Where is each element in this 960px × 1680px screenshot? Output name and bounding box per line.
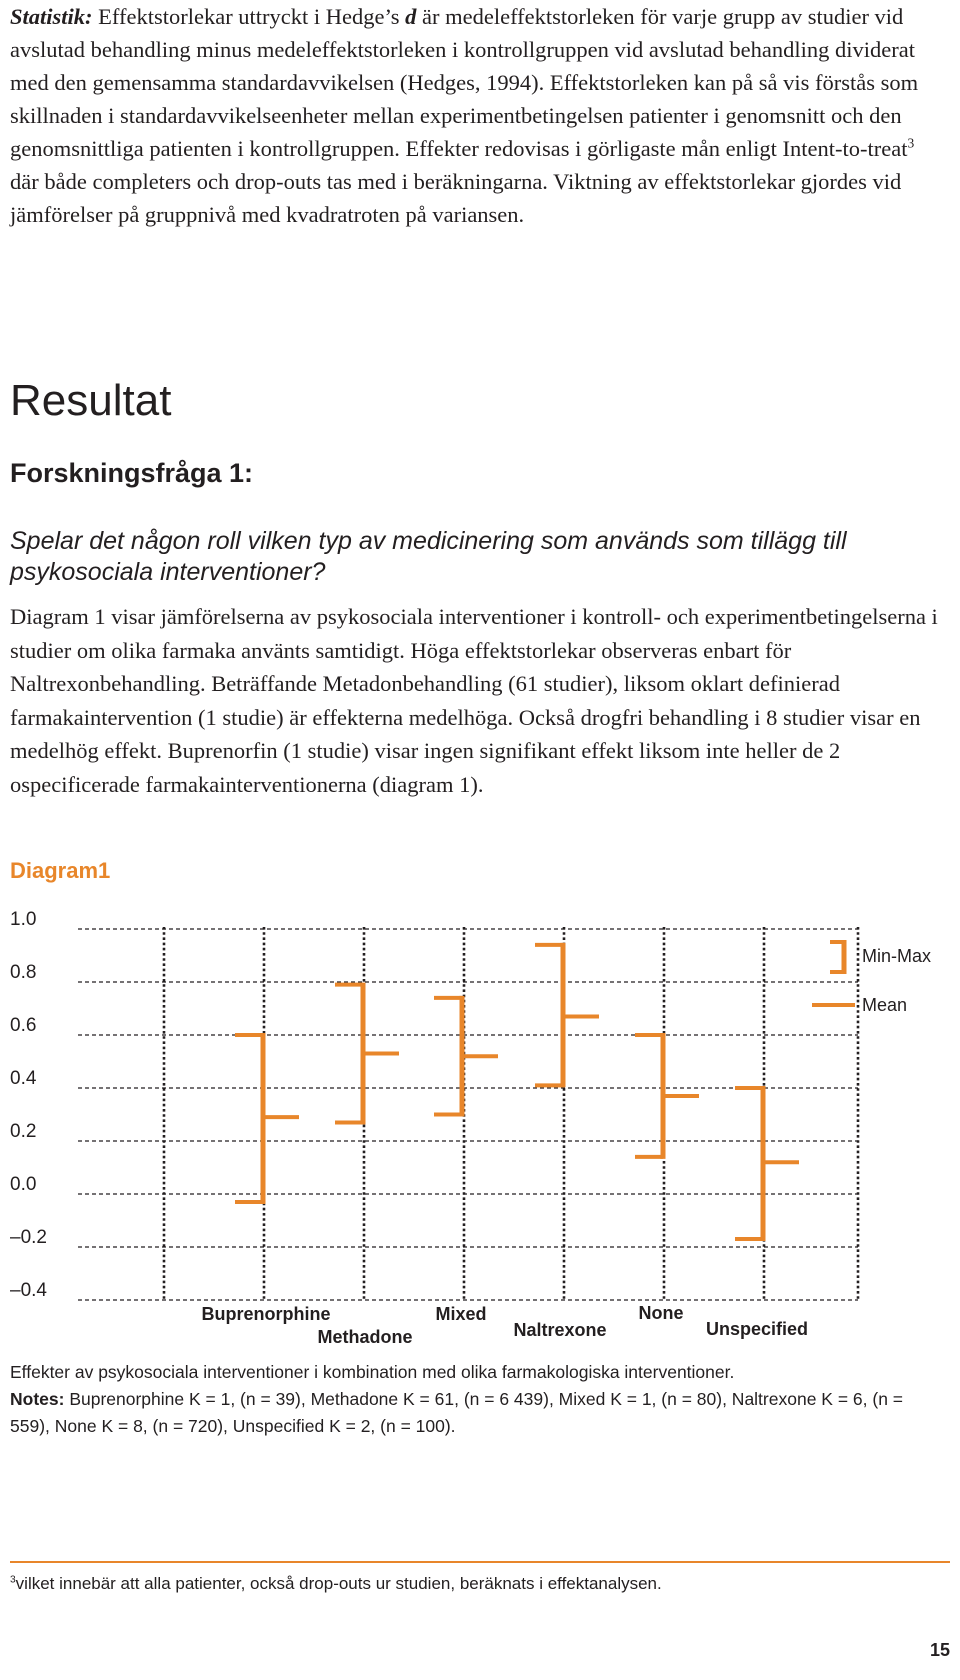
figure-caption [10, 1359, 945, 1440]
category-label: None [638, 1303, 684, 1323]
legend-label-minmax: Min-Max [862, 946, 932, 966]
y-tick-label: –0.2 [10, 1227, 47, 1248]
legend-label-mean: Mean [862, 995, 908, 1015]
range-chart [0, 900, 960, 1350]
category-label: Methadone [317, 1327, 413, 1347]
category-label: Unspecified [705, 1319, 809, 1339]
footnote-text: vilket innebär att alla patienter, också drop-outs ur studien, beräknats i effektanalysen. [15, 1574, 662, 1593]
statistik-text-2: är medeleffektstorleken för varje grupp av studier vid avslutad behandling minus medeleffektstorleken i kontrollgruppen vid avslutad behandling dividerat med den gemensamma standardavvikelsen (Hedges, 1994). Effektstorleken kan på så vis förstås som skillnaden i standardavvikelseenheter mellan experimentbetingelsen patienter i genomsnitt och den genomsnittliga patienten i kontrollgruppen. Effekter redovisas i görligaste mån enligt Intent-to-treat [10, 4, 919, 161]
y-tick-label: 0.4 [10, 1068, 37, 1089]
y-tick-label: 0.2 [10, 1121, 37, 1142]
results-body: Diagram 1 visar jämförelserna av psykosociala interventioner i kontroll- och experimentbetingelserna i studier om olika farmaka använts samtidigt. Höga effektstorlekar observeras enbart för Naltrexonbehandling. Beträffande Metadonbehandling (61 studier), liksom oklart definierad farmakaintervention (1 studie) är effekterna medelhöga. Också drogfri behandling i 8 studier visar en medelhög effekt. Buprenorfin (1 studie) visar ingen signifikant effekt liksom inte heller de 2 ospecificerade farmakainterventionerna (diagram 1). [10, 604, 938, 797]
y-tick-label: 0.0 [10, 1174, 37, 1195]
research-question: Spelar det någon roll vilken typ av medicinering som används som tillägg till psykosociala interventioner? [10, 527, 847, 586]
diagram-title: Diagram1 [10, 858, 111, 883]
footnote-reference: 3 [907, 135, 915, 151]
y-tick-label: –0.4 [10, 1280, 47, 1301]
footnote-divider [10, 1561, 950, 1563]
page-number: 15 [929, 1640, 950, 1660]
statistik-text-3: där både completers och drop-outs tas med i beräkningarna. Viktning av effektstorlekar gjordes vid jämförelser på gruppnivå med kvadratroten på variansen. [10, 169, 902, 227]
category-label: Buprenorphine [201, 1304, 331, 1324]
notes-label: Notes: [10, 1389, 65, 1409]
research-question-heading: Forskningsfråga 1: [10, 458, 254, 488]
hedges-d-symbol: d [405, 4, 417, 29]
footnote-marker: 3 [10, 1574, 16, 1586]
y-tick-label: 0.6 [10, 1015, 37, 1036]
y-tick-label: 0.8 [10, 962, 37, 983]
results-heading: Resultat [10, 376, 172, 425]
category-label: Mixed [435, 1304, 487, 1324]
y-tick-label: 1.0 [10, 909, 37, 930]
caption-line: Effekter av psykosociala interventioner i kombination med olika farmakologiska interventioner. [10, 1362, 735, 1382]
statistik-text-1: Effektstorlekar uttryckt i Hedge’s [92, 4, 406, 29]
category-label: Naltrexone [513, 1320, 607, 1340]
footnote [10, 1574, 662, 1594]
notes-text: Buprenorphine K = 1, (n = 39), Methadone K = 61, (n = 6 439), Mixed K = 1, (n = 80), Naltrexone K = 6, (n = 559), None K = 8, (n = 720), Unspecified K = 2, (n = 100). [10, 1389, 904, 1436]
statistik-paragraph [10, 0, 945, 231]
statistik-lead: Statistik: [10, 4, 93, 29]
